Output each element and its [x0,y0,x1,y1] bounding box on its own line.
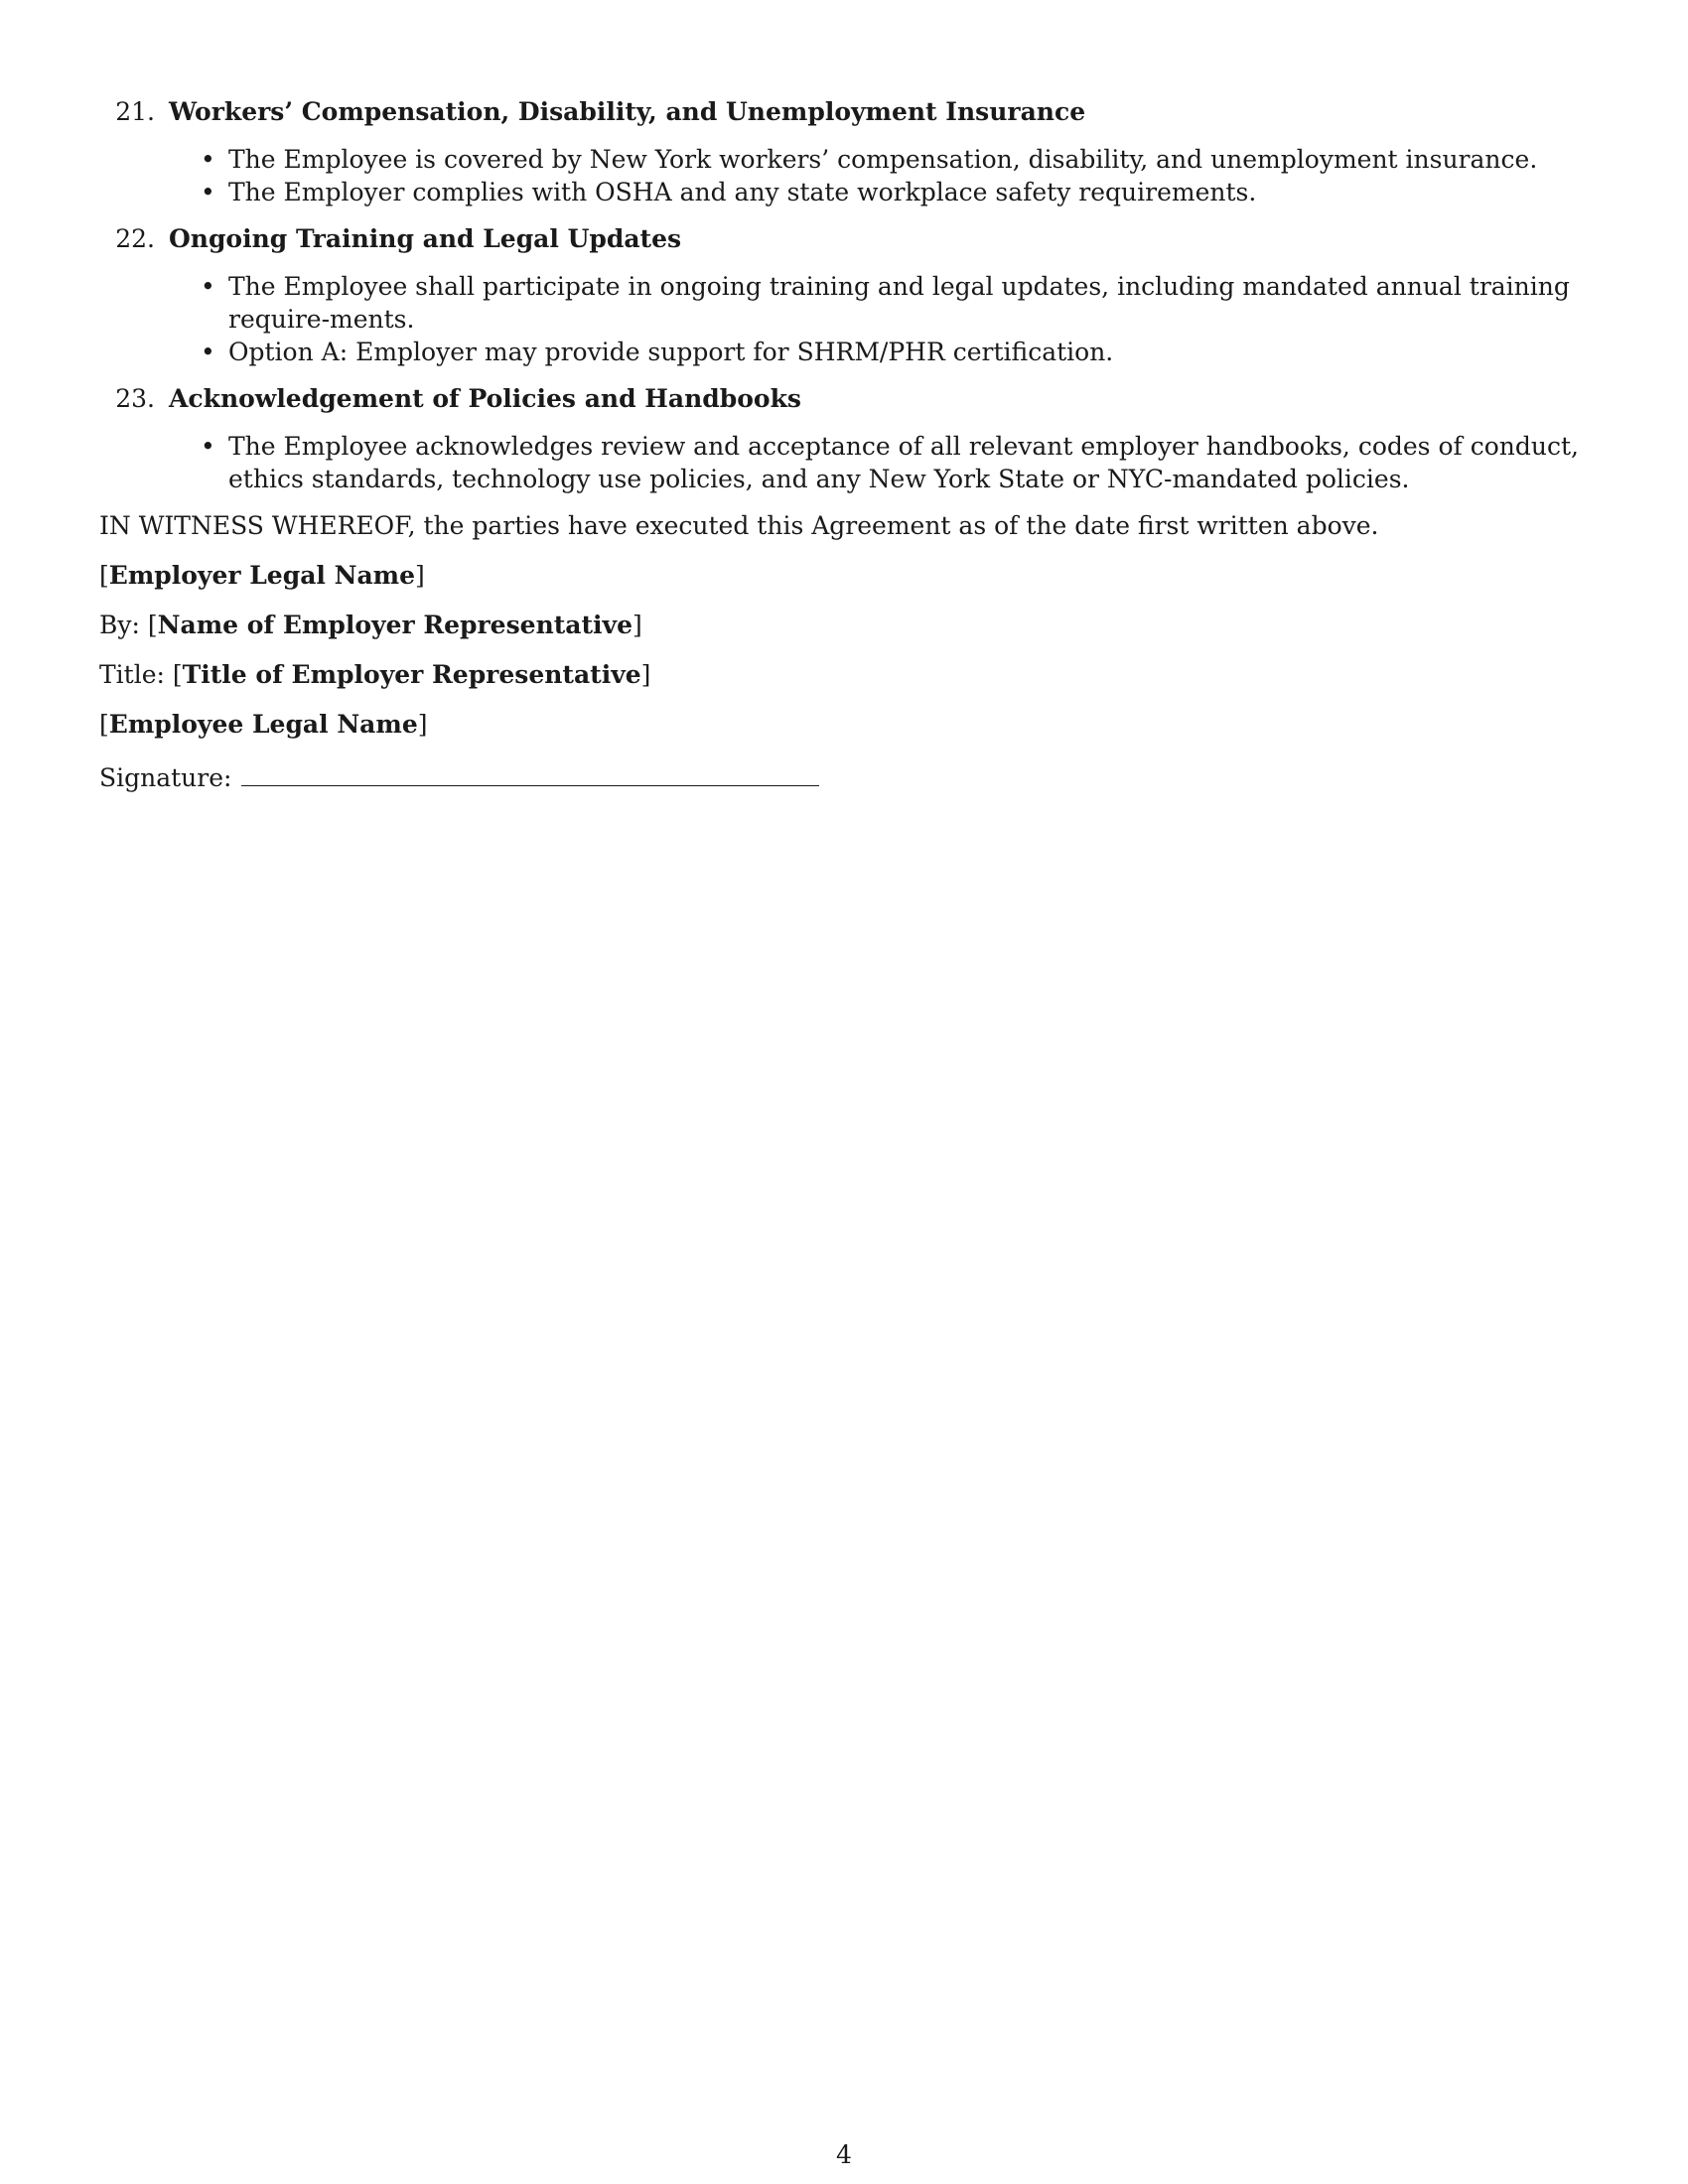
bullet-list [99,430,1599,495]
section-heading [99,382,1599,416]
bullet-icon: • [201,145,215,174]
bullet-list [99,270,1599,368]
by-label: By: [99,611,140,639]
title-line [99,658,1599,692]
section-title: Ongoing Training and Legal Updates [169,224,682,253]
section-21 [99,95,1599,208]
bracket-close: ] [632,611,642,639]
bullet-icon: • [201,178,215,206]
list-item-text: The Employee shall participate in ongoing training and legal updates, including mandated annual training require-ments. [228,272,1570,334]
bullet-list [99,143,1599,208]
bracket-close: ] [415,561,425,590]
section-heading [99,222,1599,256]
bracket-open: [ [99,710,109,739]
by-line [99,609,1599,642]
section-heading [99,95,1599,129]
title-label: Title: [99,660,165,689]
bracket-open: [ [172,660,183,689]
employer-rep-name: Name of Employer Representative [157,611,633,639]
bracket-open: [ [99,561,109,590]
list-item-text: The Employer complies with OSHA and any state workplace safety requirements. [228,178,1257,206]
list-item-text: The Employee is covered by New York workers’ compensation, disability, and unemployment insurance. [228,145,1538,174]
section-number: 22. [115,224,155,253]
section-23 [99,382,1599,495]
employee-name-line [99,708,1599,742]
employer-name-line [99,559,1599,593]
signature-field[interactable] [241,757,819,786]
bullet-icon: • [201,338,215,366]
bracket-close: ] [640,660,651,689]
witness-clause: IN WITNESS WHEREOF, the parties have executed this Agreement as of the date first written above. [99,511,1379,540]
section-number: 21. [115,97,155,126]
signature-label: Signature: [99,763,232,792]
list-item-text: Option A: Employer may provide support for SHRM/PHR certification. [228,338,1114,366]
list-item [201,143,1599,176]
bullet-icon: • [201,432,215,461]
employer-rep-title: Title of Employer Representative [182,660,641,689]
list-item [201,270,1599,336]
section-22 [99,222,1599,368]
list-item [201,176,1599,208]
bracket-close: ] [417,710,428,739]
list-item-text: The Employee acknowledges review and acceptance of all relevant employer handbooks, codes of conduct, ethics standards, technology use policies, and any New York State or NYC-mandated policies. [228,432,1579,493]
bracket-open: [ [147,611,158,639]
list-item [201,430,1599,495]
page-number: 4 [836,2140,852,2169]
section-title: Workers’ Compensation, Disability, and Unemployment Insurance [169,97,1086,126]
signature-line [99,757,1599,795]
employee-name: Employee Legal Name [108,710,418,739]
document-page [99,95,1599,811]
list-item [201,336,1599,368]
section-number: 23. [115,384,155,413]
employer-name: Employer Legal Name [108,561,416,590]
bullet-icon: • [201,272,215,301]
section-title: Acknowledgement of Policies and Handbooks [169,384,801,413]
